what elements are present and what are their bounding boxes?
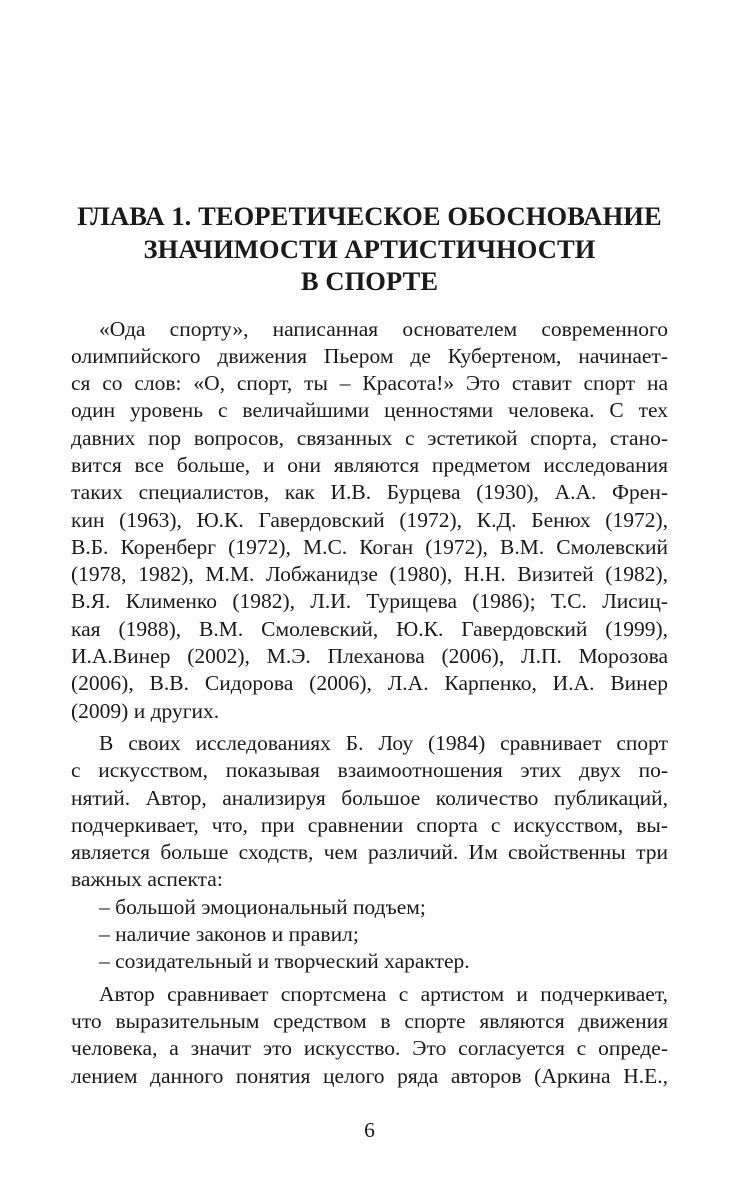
- text-line: важных аспекта:: [71, 867, 223, 892]
- text-line: нятий. Автор, анализируя большое количество публикаций,: [71, 785, 668, 810]
- text-line: с искусством, показывая взаимоотношения этих двух по-: [71, 758, 668, 783]
- page-number: 6: [364, 1118, 375, 1142]
- text-line: кин (1963), Ю.К. Гавердовский (1972), К.Д. Бенюх (1972),: [71, 507, 668, 532]
- bullet-list: [71, 894, 668, 976]
- text-line: давних пор вопросов, связанных с эстетикой спорта, стано-: [71, 425, 668, 450]
- text-line: человека, а значит это искусство. Это согласуется с опреде-: [71, 1036, 668, 1061]
- text-line: лением данного понятия целого ряда авторов (Аркина Н.Е.,: [71, 1063, 668, 1088]
- list-item: – созидательный и творческий характер.: [99, 949, 470, 974]
- paragraph-2: [71, 730, 668, 894]
- chapter-heading-line: ГЛАВА 1. ТЕОРЕТИЧЕСКОЕ ОБОСНОВАНИЕ: [77, 201, 662, 231]
- paragraph-3: [71, 981, 668, 1090]
- chapter-heading: [71, 200, 668, 298]
- chapter-heading-line: В СПОРТЕ: [300, 266, 439, 296]
- text-line: «Ода спорту», написанная основателем современного: [99, 316, 668, 341]
- text-line: один уровень с величайшими ценностями человека. С тех: [71, 398, 668, 423]
- text-line: (1978, 1982), М.М. Лобжанидзе (1980), Н.Н. Визитей (1982),: [71, 562, 668, 587]
- text-line: является больше сходств, чем различий. Им свойственны три: [71, 840, 668, 865]
- text-line: (2009) и других.: [71, 698, 220, 723]
- text-line: что выразительным средством в спорте являются движения: [71, 1008, 668, 1033]
- text-line: В.Я. Клименко (1982), Л.И. Турищева (1986); Т.С. Лисиц-: [71, 589, 668, 614]
- text-line: И.А.Винер (2002), М.Э. Плеханова (2006), Л.П. Морозова: [71, 644, 668, 669]
- page-content: [71, 200, 668, 1090]
- text-line: олимпийского движения Пьером де Кубертеном, начинает-: [71, 343, 668, 368]
- text-line: таких специалистов, как И.В. Бурцева (1930), А.А. Френ-: [71, 480, 668, 505]
- text-line: подчеркивает, что, при сравнении спорта с искусством, вы-: [71, 812, 668, 837]
- list-item: – наличие законов и правил;: [99, 922, 359, 947]
- text-line: ся со слов: «О, спорт, ты – Красота!» Это ставит спорт на: [71, 371, 668, 396]
- paragraph-1: [71, 316, 668, 725]
- text-line: Автор сравнивает спортсмена с артистом и подчеркивает,: [99, 981, 668, 1006]
- text-line: вится все больше, и они являются предметом исследования: [71, 452, 668, 477]
- chapter-heading-line: ЗНАЧИМОСТИ АРТИСТИЧНОСТИ: [143, 233, 596, 264]
- text-line: (2006), В.В. Сидорова (2006), Л.А. Карпенко, И.А. Винер: [71, 671, 668, 696]
- text-line: кая (1988), В.М. Смолевский, Ю.К. Гавердовский (1999),: [71, 616, 668, 641]
- list-item: – большой эмоциональный подъем;: [99, 894, 426, 919]
- text-line: В.Б. Коренберг (1972), М.С. Коган (1972), В.М. Смолевский: [71, 534, 668, 559]
- text-line: В своих исследованиях Б. Лоу (1984) сравнивает спорт: [99, 730, 668, 755]
